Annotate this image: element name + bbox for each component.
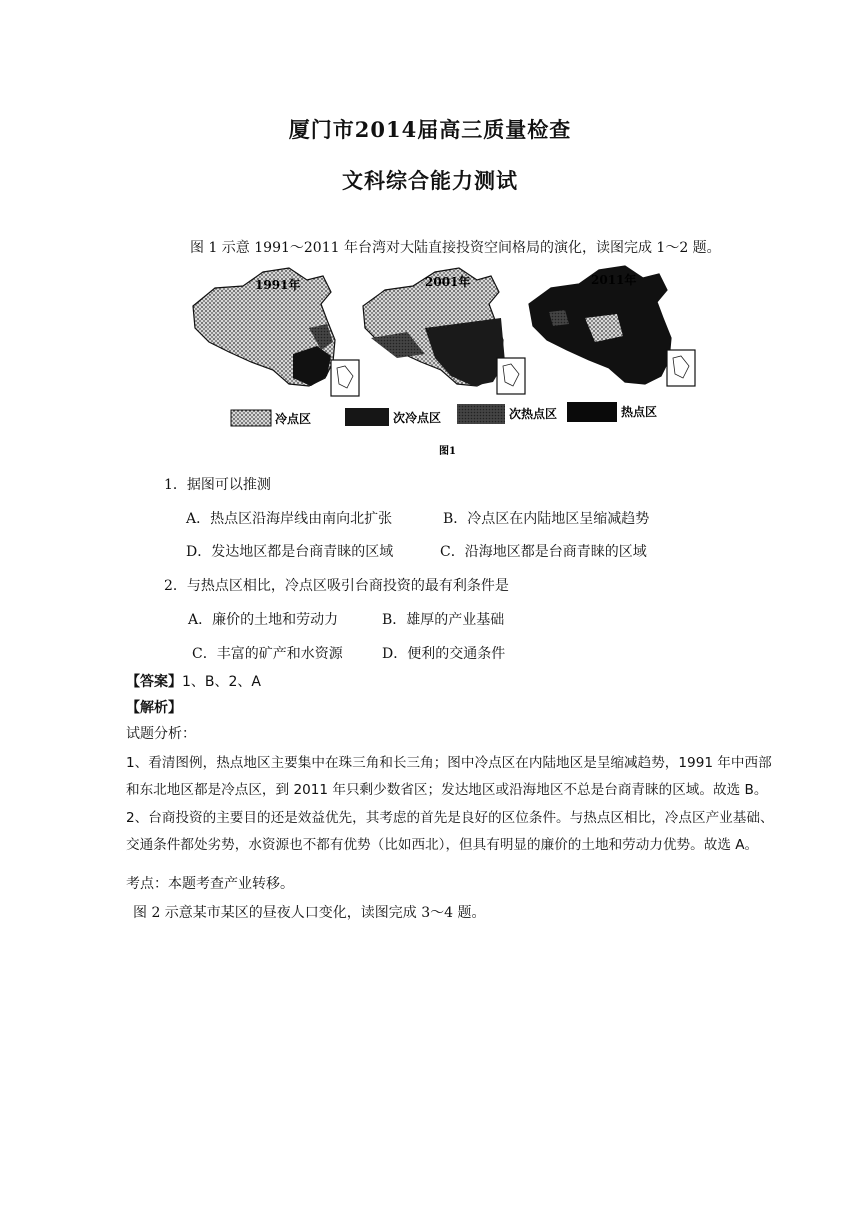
map-2001 (363, 268, 525, 394)
map-year-label: 1991年 (255, 278, 301, 292)
question-2-option-a: A．廉价的土地和劳动力 (188, 612, 339, 628)
legend-cold: 冷点区 (275, 412, 312, 426)
legend-sub-hot: 次热点区 (509, 407, 558, 421)
figure2-intro: 图 2 示意某市某区的昼夜人口变化，读图完成 3～4 题。 (133, 905, 486, 921)
figure-1 (185, 258, 705, 458)
question-1-option-c: C．沿海地区都是台商青睐的区域 (440, 544, 647, 560)
analysis-heading: 试题分析： (126, 726, 196, 742)
question-2-stem: 2．与热点区相比，冷点区吸引台商投资的最有利条件是 (164, 578, 509, 594)
analysis-p1-line1: 1、看清图例，热点地区主要集中在珠三角和长三角；图中冷点区在内陆地区是呈缩减趋势，1991 年中西部 (126, 755, 772, 771)
answer-label: 【答案】 (126, 674, 182, 690)
map-1991 (193, 268, 359, 396)
legend-hot: 热点区 (621, 405, 658, 419)
question-1-option-b: B．冷点区在内陆地区呈缩减趋势 (443, 511, 650, 527)
figure1-intro: 图 1 示意 1991～2011 年台湾对大陆直接投资空间格局的演化，读图完成 1～2 题。 (190, 240, 721, 256)
question-1-option-d: D．发达地区都是台商青睐的区域 (186, 544, 394, 560)
document-subtitle: 文科综合能力测试 (342, 168, 518, 193)
analysis-p2-line2: 交通条件都处劣势，水资源也不都有优势（比如西北），但具有明显的廉价的土地和劳动力优势。故选 A。 (126, 837, 759, 853)
legend-sub-cold: 次冷点区 (393, 411, 442, 425)
question-1-stem: 1．据图可以推测 (164, 477, 271, 493)
answer-text: 1、B、2、A (182, 674, 261, 690)
analysis-label: 【解析】 (126, 700, 182, 716)
document-title: 厦门市2014届高三质量检查 (288, 117, 572, 142)
question-1-option-a: A．热点区沿海岸线由南向北扩张 (186, 511, 393, 527)
figure-caption: 图1 (439, 446, 456, 457)
question-2-option-d: D．便利的交通条件 (382, 646, 506, 662)
map-year-label: 2011年 (591, 273, 637, 287)
question-2-option-c: C．丰富的矿产和水资源 (192, 646, 343, 662)
analysis-p2-line1: 2、台商投资的主要目的还是效益优先，其考虑的首先是良好的区位条件。与热点区相比，冷点区产业基础、 (126, 810, 774, 826)
map-legend (231, 402, 657, 426)
figure-1-graphic (185, 258, 705, 458)
kaodian-note: 考点：本题考查产业转移。 (126, 876, 294, 892)
map-year-label: 2001年 (425, 275, 471, 289)
map-2011 (529, 266, 695, 386)
answer-line (126, 671, 261, 691)
question-2-option-b: B．雄厚的产业基础 (382, 612, 505, 628)
analysis-p1-line2: 和东北地区都是冷点区，到 2011 年只剩少数省区；发达地区或沿海地区不总是台商青睐的区域。故选 B。 (126, 782, 768, 798)
